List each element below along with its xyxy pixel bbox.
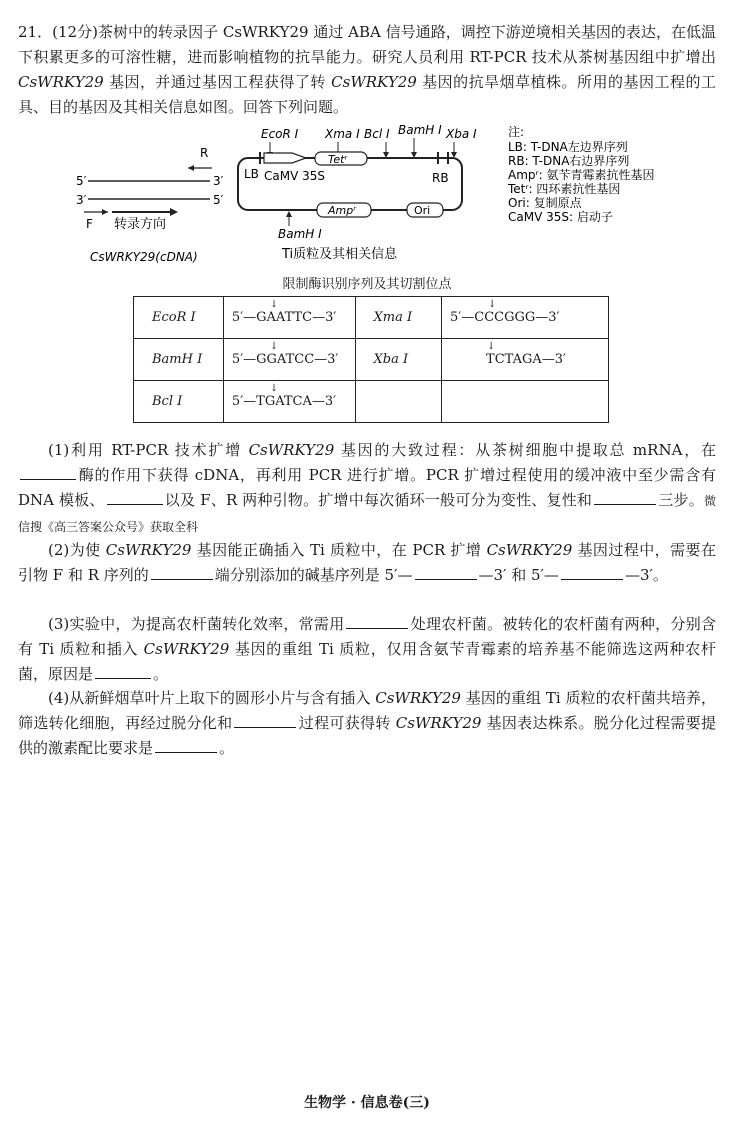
site-bamhi-top: BamH Ⅰ [398,123,442,137]
answer-blank[interactable] [95,663,151,679]
bottom-strand-5prime: 5′ [213,193,224,207]
table-caption: 限制酶识别序列及其切割位点 [282,277,452,292]
table-row [134,381,609,423]
note-item: Ori: 复制原点 [508,196,582,210]
note-item: CaMV 35S: 启动子 [508,210,613,224]
enzyme-name: Xma Ⅰ [355,297,442,339]
table-row [134,339,609,381]
page-footer: 生物学 · 信息卷(三) [304,1095,430,1111]
enzyme-name: EcoR Ⅰ [134,297,224,339]
bottom-strand-3prime: 3′ [76,193,87,207]
promo-note: 微信搜《高三答案公众号》获取全科 [18,494,716,534]
tet-label: Tetʳ [328,153,348,166]
question-stem: 21．(12分)茶树中的转录因子 CsWRKY29 通过 ABA 信号通路，调控下游逆境相关基因的表达，在低温下积累更多的可溶性糖，进而影响植物的抗旱能力。研究人员利用 RT-PCR 技术从茶树基因组中扩增出 CsWRKY29 基因，并通过基因工程获得了转 CsWRKY29 基因的抗旱烟草植株。所用的基因工程的工具、目的基因及其相关信息如图。回答下列问题。 [18,23,716,116]
cdna-label: CsWRKY29(cDNA) [90,250,198,264]
answer-blank[interactable] [20,464,76,480]
ti-plasmid [238,123,477,262]
answer-blank[interactable] [594,489,656,505]
lb-label: LB [244,167,259,181]
enzyme-sequence: ↓ 5′—GAATTC—3′ [223,297,355,339]
ori-label: Ori [414,204,431,217]
site-xmai: Xma Ⅰ [325,127,360,141]
enzyme-sequence: ↓ 5′—CCCGGG—3′ [442,297,609,339]
sub-question-3: (3)实验中，为提高农杆菌转化效率，常需用 处理农杆菌。被转化的农杆菌有两种，分别含有 Ti 质粒和插入 CsWRKY29 基因的重组 Ti 质粒，仅用含氨苄青霉素的培养基不能筛选这两种农杆菌，原因是 。 [18,615,716,683]
amp-label: Ampʳ [328,204,357,217]
site-bamhi-bottom: BamH Ⅰ [278,227,322,241]
question-number: 21 [18,23,38,41]
answer-blank[interactable] [346,613,408,629]
answer-blank[interactable] [155,737,217,753]
figure-notes [507,125,654,224]
enzyme-sequence: ↓ 5′—GGATCC—3′ [223,339,355,381]
transcription-direction-label: 转录方向 [114,217,167,232]
answer-blank[interactable] [234,712,296,728]
enzyme-name [355,381,442,423]
note-item: LB: T-DNA左边界序列 [508,140,628,154]
top-strand-3prime: 3′ [213,174,224,188]
answer-blank[interactable] [151,564,213,580]
camv-label: CaMV 35S [264,169,325,183]
primer-f-label: F [86,217,93,231]
plasmid-caption: Ti质粒及其相关信息 [282,247,398,262]
enzyme-sequence: ↓ 5′—TGATCA—3′ [223,381,355,423]
cut-arrow-icon: ↓ [269,383,279,394]
note-item: Tetʳ: 四环素抗性基因 [508,182,621,196]
cut-arrow-icon: ↓ [269,341,279,352]
note-item: RB: T-DNA右边界序列 [508,154,630,168]
enzyme-name: Xba Ⅰ [355,339,442,381]
answer-blank[interactable] [107,489,163,505]
site-ecori: EcoR Ⅰ [261,127,299,141]
top-strand-5prime: 5′ [76,174,87,188]
site-xbai: Xba Ⅰ [446,127,477,141]
camv-promoter-arrow [264,153,306,163]
primer-r-label: R [200,146,209,160]
answer-blank[interactable] [561,564,623,580]
enzyme-sequence: ↓ TCTAGA—3′ [442,339,609,381]
enzyme-table [133,296,609,423]
note-item: Ampʳ: 氨苄青霉素抗性基因 [508,168,655,182]
site-bcli: Bcl Ⅰ [364,127,390,141]
notes-title: 注: [508,125,525,139]
enzyme-name: Bcl Ⅰ [134,381,224,423]
sub-question-2: (2)为使 CsWRKY29 基因能正确插入 Ti 质粒中，在 PCR 扩增 CsWRKY29 基因过程中，需要在引物 F 和 R 序列的 端分别添加的碱基序列是 5′— —3′ 和 5′— —3′。 [18,541,716,584]
sub-question-1: (1)利用 RT-PCR 技术扩增 CsWRKY29 基因的大致过程：从茶树细胞中提取总 mRNA，在酶的作用下获得 cDNA，再利用 PCR 进行扩增。PCR 扩增过程使用的缓冲液中至少需含有 DNA 模板、 以及 F、R 两种引物。扩增中每次循环一般可分为变性、复性和 三步。微信搜《高三答案公众号》获取全科 [18,441,716,534]
cut-arrow-icon: ↓ [488,299,497,310]
rb-label: RB [432,171,449,185]
enzyme-sequence [442,381,609,423]
answer-blank[interactable] [415,564,477,580]
table-row [134,297,609,339]
enzyme-name: BamH Ⅰ [134,339,224,381]
cdna-diagram [76,146,224,264]
cut-arrow-icon: ↓ [269,299,279,310]
sub-question-4: (4)从新鲜烟草叶片上取下的圆形小片与含有插入 CsWRKY29 基因的重组 Ti 质粒的农杆菌共培养，筛选转化细胞，再经过脱分化和 过程可获得转 CsWRKY29 基因表达株系。脱分化过程需要提供的激素配比要求是 。 [18,689,716,757]
cut-arrow-icon: ↓ [487,341,496,352]
figure-plasmid-diagram [0,120,734,290]
